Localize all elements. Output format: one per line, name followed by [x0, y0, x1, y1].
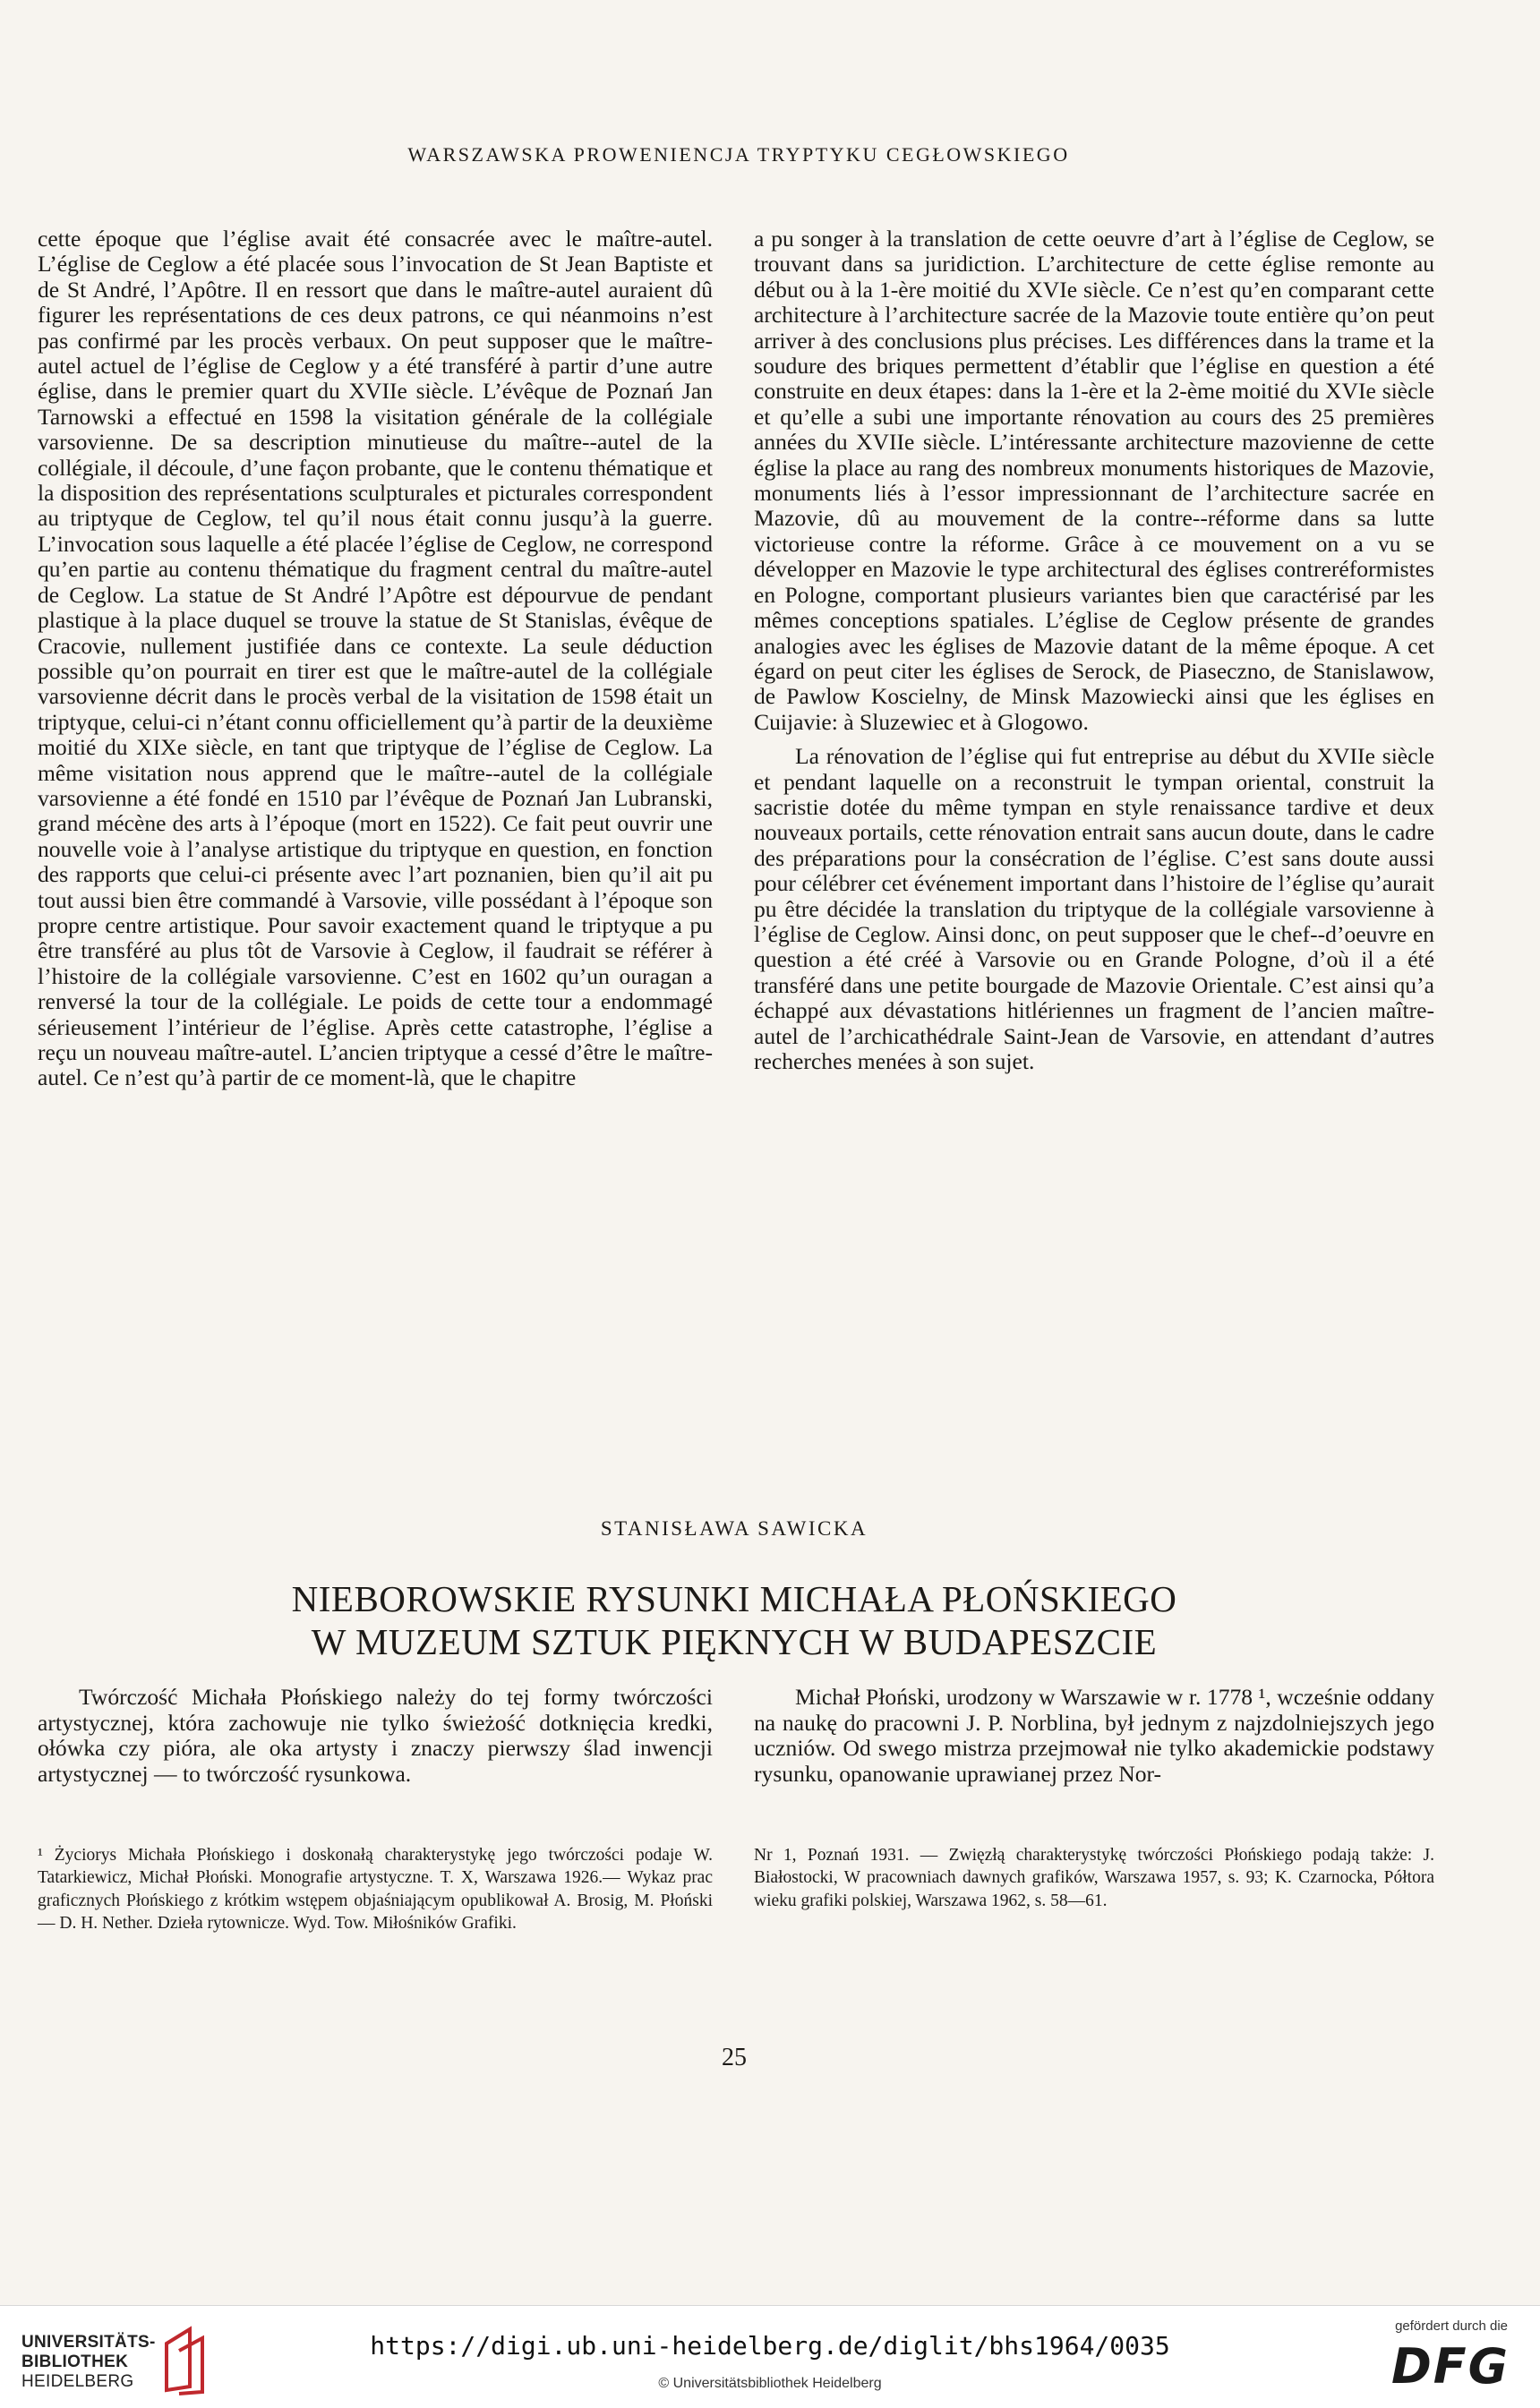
article-title	[0, 1577, 1468, 1663]
footnote-left	[38, 1844, 713, 1935]
right-column-paragraph-1: a pu songer à la translation de cette oeuvre d’art à l’église de Ceglow, se trouvant dans sa juridiction. L’architecture de cette église remonte au début ou à la 1-ère moitié du XVIe siècle. Ce n’est qu’en comparant cette architecture à l’architecture sacrée de la Mazovie toute entière qu’on peut arriver à des conclusions plus précises. Les différences dans la trame et la soudure des briques permettent d’établir que l’église en question a été construite en deux étapes: dans la 1-ère et la 2-ème moitié du XVIe siècle et qu’elle a subi une importante rénovation au cours des 25 premières années du XVIIe siècle. L’intéressante architecture mazovienne de cette église la place au rang des nombreux monuments historiques de Mazovie, monuments liés à l’essor impressionnant de l’architecture sacrée en Mazovie, dû au mouvement de la contre--réforme dans sa lutte victorieuse contre la réforme. Grâce à ce mouvement on a vu se développer en Mazovie le type architectural des églises contreréformistes en Pologne, comportant plusieurs variantes bien que caractérisé par les mêmes conceptions spatiales. L’église de Ceglow présente de grandes analogies avec les églises de Mazovie datant de la même époque. A cet égard on peut citer les églises de Serock, de Piaseczno, de Stanislawow, de Pawlow Koscielny, de Minsk Mazowiecki ainsi que les églises en Cuijavie: à Sluzewiec et à Glogowo.	[754, 226, 1434, 735]
library-name-line-1: UNIVERSITÄTS-	[21, 2333, 156, 2352]
footnote-right	[754, 1844, 1434, 1912]
intro-right-text: Michał Płoński, urodzony w Warszawie w r. 1778 ¹, wcześnie oddany na naukę do pracowni J. P. Norblina, był jednym z najzdolniejszych jego uczniów. Od swego mistrza przejmował nie tylko akademickie podstawy rysunku, opanowanie uprawianej przez Nor-	[754, 1684, 1434, 1787]
article-title-line-1: NIEBOROWSKIE RYSUNKI MICHAŁA PŁOŃSKIEGO	[291, 1578, 1177, 1619]
intro-left	[38, 1685, 713, 1787]
dfg-logo: DFG	[1390, 2338, 1510, 2395]
permalink-url[interactable]: https://digi.ub.uni-heidelberg.de/diglit/bhs1964/0035	[370, 2331, 1170, 2361]
article-author: STANISŁAWA SAWICKA	[600, 1517, 868, 1540]
funding-caption: gefördert durch die	[1395, 2318, 1508, 2334]
page-number: 25	[722, 2044, 747, 2071]
library-name-line-2: BIBLIOTHEK	[21, 2352, 129, 2371]
article-title-line-2: W MUZEUM SZTUK PIĘKNYCH W BUDAPESZCIE	[311, 1621, 1158, 1662]
footer-bar	[0, 2305, 1540, 2408]
library-name-line-3: HEIDELBERG	[21, 2372, 134, 2391]
intro-left-text: Twórczość Michała Płońskiego należy do tej formy twórczości artystycznej, która zachowuje nie tylko świeżość dotknięcia kredki, ołówka czy pióra, ale oka artysty i znaczy pierwszy ślad inwencji artystycznej — to twórczość rysunkowa.	[38, 1684, 713, 1787]
footnote-right-text: Nr 1, Poznań 1931. — Zwięzłą charakterystykę twórczości Płońskiego podają także: J. Białostocki, W pracowniach dawnych grafików, Warszawa 1957, s. 93; K. Czarnocka, Półtora wieku grafiki polskiej, Warszawa 1962, s. 58—61.	[754, 1846, 1434, 1910]
copyright-notice: © Universitätsbibliothek Heidelberg	[658, 2376, 882, 2391]
right-column-paragraph-2: La rénovation de l’église qui fut entreprise au début du XVIIe siècle et pendant laquelle on a reconstruit le tympan oriental, construit la sacristie dotée du même tympan en style renaissance tardive et deux nouveaux portails, cette rénovation entrait sans aucun doute, dans le cadre des préparations pour la consécration de l’église. C’est sans doute aussi pour célébrer cet événement important dans l’histoire de l’église qu’aurait pu être décidée la translation du triptyque de la collégiale varsovienne à l’église de Ceglow. Ainsi donc, on peut supposer que le chef--d’oeuvre en question a été créé à Varsovie ou en Grande Pologne, d’où il a été transféré dans une petite bourgade de Mazovie Orientale. C’est ainsi qu’a échappé aux dévastations hitlériennes un fragment de l’ancien maître-autel de l’archicathédrale Saint-Jean de Varsovie, en attendant d’autres recherches menées à son sujet.	[754, 743, 1434, 1074]
right-column	[754, 226, 1434, 1074]
running-head: WARSZAWSKA PROWENIENCJA TRYPTYKU CEGŁOWSKIEGO	[407, 143, 1070, 166]
left-column-text: cette époque que l’église avait été consacrée avec le maître-autel. L’église de Ceglow a été placée sous l’invocation de St Jean Baptiste et de St André, l’Apôtre. Il en ressort que dans le maître-autel auraient dû figurer les représentations de ces deux patrons, ce qui néanmoins n’est pas confirmé par les procès verbaux. On peut supposer que le maître-autel actuel de l’église de Ceglow y a été transféré à partir d’une autre église, dans le premier quart du XVIIe siècle. L’évêque de Poznań Jan Tarnowski a effectué en 1598 la visitation générale de la collégiale varsovienne. De sa description minutieuse du maître--autel de la collégiale, il découle, d’une façon probante, que le contenu thématique et la disposition des représentations sculpturales et picturales correspondent au triptyque de Ceglow, tel qu’il nous était connu jusqu’à la guerre. L’invocation sous laquelle a été placée l’église de Ceglow, ne correspond qu’en partie au contenu thématique du fragment central du maître-autel de Ceglow. La statue de St André l’Apôtre est dépourvue de pendant plastique à la place duquel se trouve la statue de St Stanislas, évêque de Cracovie, nullement justifiée dans ce contexte. La seule déduction possible qu’on pourrait en tirer est que le maître-autel de la collégiale varsovienne décrit dans le procès verbal de la visitation de 1598 était un triptyque, celui-ci n’étant connu officiellement qu’à partir de la deuxième moitié du XIXe siècle, en tant que triptyque de l’église de Ceglow. La même visitation nous apprend que le maître--autel de la collégiale varsovienne a été fondé en 1510 par l’évêque de Poznań Jan Lubranski, grand mécène des arts à l’époque (mort en 1522). Ce fait peut ouvrir une nouvelle voie à l’analyse artistique du triptyque en question, en fonction des rapports que celui-ci présente avec l’art poznanien, bien qu’il ait pu tout aussi bien être commandé à Varsovie, ville possédant à l’époque son propre centre artistique. Pour savoir exactement quand le triptyque a pu être transféré au plus tôt de Varsovie à Ceglow, il faudrait se référer à l’histoire de la collégiale varsovienne. C’est en 1602 qu’un ouragan a renversé la tour de la collégiale. Le poids de cette tour a endommagé sérieusement l’intérieur de l’église. Après cette catastrophe, l’église a reçu un nouveau maître-autel. L’ancien triptyque a cessé d’être le maître-autel. Ce n’est qu’à partir de ce moment-là, que le chapitre	[38, 226, 713, 1091]
intro-right	[754, 1685, 1434, 1787]
left-column	[38, 226, 713, 1091]
footnote-left-text: ¹ Życiorys Michała Płońskiego i doskonałą charakterystykę jego twórczości podaje W. Tatarkiewicz, Michał Płoński. Monografie artystyczne. T. X, Warszawa 1926.— Wykaz prac graficznych Płońskiego z krótkim wstępem objaśniającym opublikował A. Brosig, M. Płoński — D. H. Nether. Dzieła rytownicze. Wyd. Tow. Miłośników Grafiki.	[38, 1846, 713, 1934]
